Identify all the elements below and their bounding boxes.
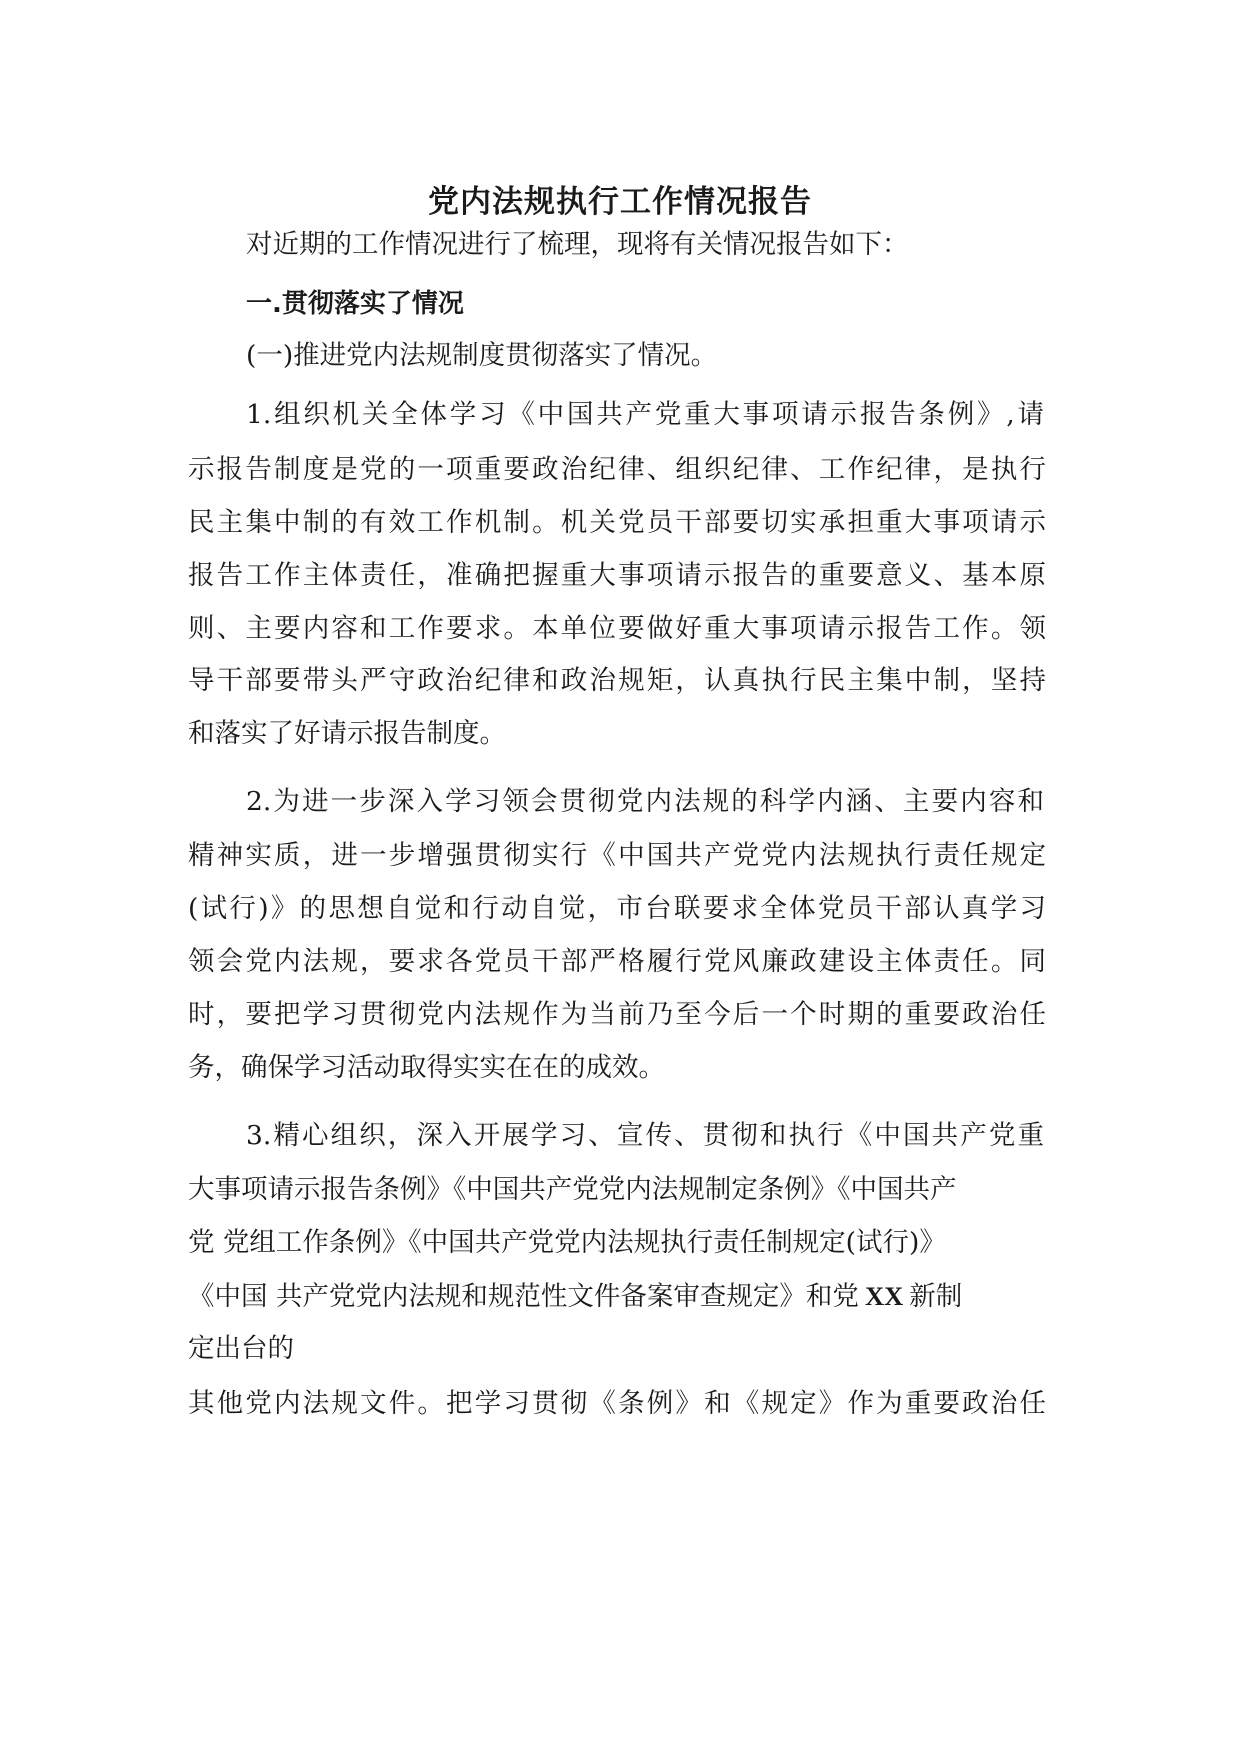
item3-line-with-placeholder bbox=[188, 1278, 962, 1315]
item1-line: 和落实了好请示报告制度。 bbox=[188, 718, 506, 749]
item1-line: 1.组织机关全体学习《中国共产党重大事项请示报告条例》,请 bbox=[246, 399, 1044, 430]
item3-line: 其他党内法规文件。把学习贯彻《条例》和《规定》作为重要政治任 bbox=[188, 1388, 1046, 1419]
item1-line: 则、主要内容和工作要求。本单位要做好重大事项请示报告工作。领 bbox=[188, 613, 1046, 644]
item1-line: 民主集中制的有效工作机制。机关党员干部要切实承担重大事项请示 bbox=[188, 507, 1046, 538]
item1-line: 导干部要带头严守政治纪律和政治规矩，认真执行民主集中制，坚持 bbox=[188, 665, 1046, 696]
document-title: 党内法规执行工作情况报告 bbox=[428, 184, 812, 220]
section-heading: 一.贯彻落实了情况 bbox=[246, 289, 464, 319]
item3-line: 党 党组工作条例》《中国共产党党内法规执行责任制规定(试行)》 bbox=[188, 1227, 946, 1258]
placeholder-xx: XX bbox=[864, 1281, 904, 1311]
item1-line: 示报告制度是党的一项重要政治纪律、组织纪律、工作纪律，是执行 bbox=[188, 454, 1046, 485]
item2-line: 2.为进一步深入学习领会贯彻党内法规的科学内涵、主要内容和 bbox=[246, 786, 1044, 817]
item3-line-text: 新制 bbox=[909, 1281, 963, 1312]
subsection-heading: (一)推进党内法规制度贯彻落实了情况。 bbox=[246, 340, 718, 371]
item2-line: 务，确保学习活动取得实实在在的成效。 bbox=[188, 1052, 665, 1083]
item3-line: 定出台的 bbox=[188, 1333, 294, 1364]
item3-line: 大事项请示报告条例》《中国共产党党内法规制定条例》《中国共产 bbox=[188, 1174, 957, 1205]
item2-line: 精神实质，进一步增强贯彻实行《中国共产党党内法规执行责任规定 bbox=[188, 840, 1046, 871]
item2-line: 领会党内法规，要求各党员干部严格履行党风廉政建设主体责任。同 bbox=[188, 946, 1046, 977]
item3-line: 3.精心组织，深入开展学习、宣传、贯彻和执行《中国共产党重 bbox=[246, 1120, 1044, 1151]
item2-line: (试行)》的思想自觉和行动自觉，市台联要求全体党员干部认真学习 bbox=[188, 893, 1046, 924]
item3-line-text: 《中国 共产党党内法规和规范性文件备案审查规定》和党 bbox=[188, 1281, 859, 1312]
intro-paragraph: 对近期的工作情况进行了梳理，现将有关情况报告如下： bbox=[246, 229, 909, 260]
item1-line: 报告工作主体责任，准确把握重大事项请示报告的重要意义、基本原 bbox=[188, 560, 1046, 591]
item2-line: 时，要把学习贯彻党内法规作为当前乃至今后一个时期的重要政治任 bbox=[188, 999, 1046, 1030]
